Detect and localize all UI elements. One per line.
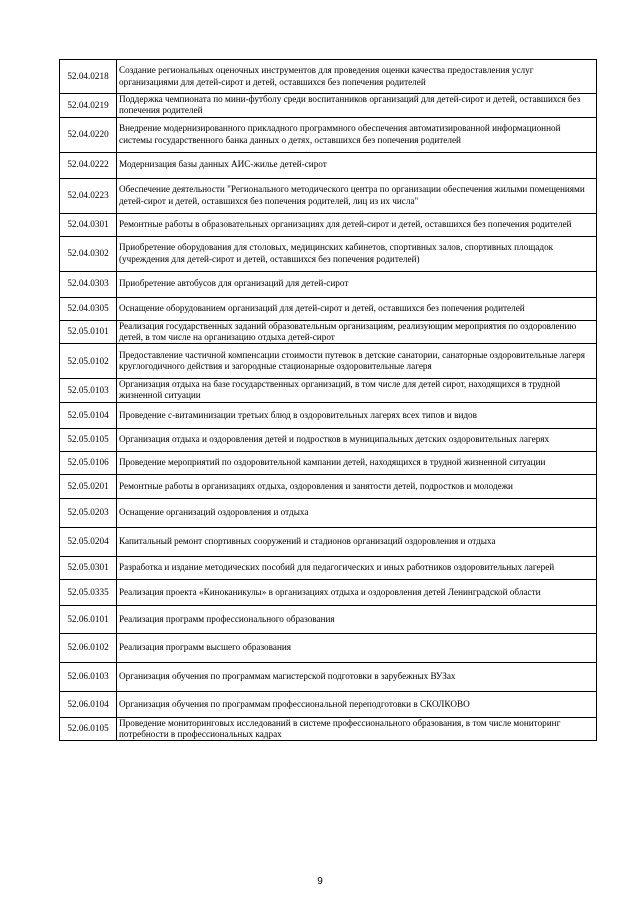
row-description: Приобретение автобусов для организаций для детей-сирот: [117, 271, 597, 297]
row-code: 52.05.0204: [60, 527, 117, 556]
row-code: 52.05.0203: [60, 498, 117, 527]
table-row: [60, 579, 597, 605]
row-description: Реализация программ профессионального образования: [117, 605, 597, 633]
row-code: 52.04.0222: [60, 152, 117, 178]
table-row: [60, 271, 597, 297]
table-row: [60, 152, 597, 178]
table-row: [60, 451, 597, 474]
row-code: 52.05.0106: [60, 451, 117, 474]
row-code: 52.05.0104: [60, 402, 117, 428]
row-description: Проведение мониторинговых исследований в системе профессионального образования, в том числе мониторинг потребности в профессиональных кадрах: [117, 717, 597, 741]
row-description: Ремонтные работы в образовательных организациях для детей-сирот и детей, оставшихся без попечения родителей: [117, 213, 597, 236]
row-description: Оснащение оборудованием организаций для детей-сирот и детей, оставшихся без попечения родителей: [117, 297, 597, 320]
table-row: [60, 691, 597, 717]
row-description: Организация отдыха и оздоровления детей и подростков в муниципальных детских оздоровительных лагерях: [117, 428, 597, 451]
table-row: [60, 605, 597, 633]
row-description: Проведение с-витаминизации третьих блюд в оздоровительных лагерях всех типов и видов: [117, 402, 597, 428]
table-body: [60, 60, 597, 741]
budget-codes-table: [59, 59, 597, 741]
table-row: [60, 556, 597, 579]
table-row: [60, 344, 597, 379]
row-code: 52.05.0335: [60, 579, 117, 605]
row-code: 52.06.0102: [60, 633, 117, 662]
row-description: Капитальный ремонт спортивных сооружений и стадионов организаций оздоровления и отдыха: [117, 527, 597, 556]
row-code: 52.04.0303: [60, 271, 117, 297]
table-row: [60, 527, 597, 556]
row-description: Реализация проекта «Киноканикулы» в организациях отдыха и оздоровления детей Ленинградской области: [117, 579, 597, 605]
table-row: [60, 297, 597, 320]
row-description: Внедрение модернизированного прикладного программного обеспечения автоматизированной информационной системы государственного банка данных о детях, оставшихся без попечения родителей: [117, 117, 597, 152]
row-code: 52.05.0201: [60, 474, 117, 498]
row-description: Поддержка чемпионата по мини-футболу среди воспитанников организаций для детей-сирот и детей, оставшихся без попечения родителей: [117, 94, 597, 118]
row-description: Приобретение оборудования для столовых, медицинских кабинетов, спортивных залов, спортивных площадок (учреждения для детей-сирот и детей, оставшихся без попечения родителей): [117, 236, 597, 271]
row-code: 52.05.0102: [60, 344, 117, 379]
row-description: Создание региональных оценочных инструментов для проведения оценки качества предоставления услуг организациями для детей-сирот и детей, оставшихся без попечения родителей: [117, 60, 597, 94]
row-code: 52.06.0105: [60, 717, 117, 741]
table-row: [60, 178, 597, 213]
row-description: Проведение мероприятий по оздоровительной кампании детей, находящихся в трудной жизненной ситуации: [117, 451, 597, 474]
row-code: 52.05.0301: [60, 556, 117, 579]
row-code: 52.04.0301: [60, 213, 117, 236]
table-row: [60, 236, 597, 271]
page-number: 9: [317, 876, 323, 887]
table-row: [60, 402, 597, 428]
table-row: [60, 633, 597, 662]
row-code: 52.04.0219: [60, 94, 117, 118]
table-row: [60, 428, 597, 451]
row-description: Реализация государственных заданий образовательным организациям, реализующим мероприятия по оздоровлению детей, в том числе на организацию отдыха детей-сирот: [117, 320, 597, 344]
row-description: Организация отдыха на базе государственных организаций, в том числе для детей сирот, находящихся в трудной жизненной ситуации: [117, 379, 597, 403]
table-row: [60, 60, 597, 94]
row-code: 52.04.0220: [60, 117, 117, 152]
row-code: 52.05.0105: [60, 428, 117, 451]
row-description: Организация обучения по программам магистерской подготовки в зарубежных ВУЗах: [117, 662, 597, 691]
row-code: 52.04.0302: [60, 236, 117, 271]
row-description: Предоставление частичной компенсации стоимости путевок в детские санатории, санаторные оздоровительные лагеря круглогодичного действия и загородные стационарные оздоровительные лагеря: [117, 344, 597, 379]
row-code: 52.06.0101: [60, 605, 117, 633]
row-description: Модернизация базы данных АИС-жилье детей-сирот: [117, 152, 597, 178]
table-row: [60, 94, 597, 118]
row-code: 52.04.0223: [60, 178, 117, 213]
table-row: [60, 498, 597, 527]
row-code: 52.05.0101: [60, 320, 117, 344]
row-description: Реализация программ высшего образования: [117, 633, 597, 662]
row-description: Организация обучения по программам профессиональной переподготовки в СКОЛКОВО: [117, 691, 597, 717]
row-code: 52.06.0104: [60, 691, 117, 717]
table-row: [60, 213, 597, 236]
table-row: [60, 379, 597, 403]
row-code: 52.05.0103: [60, 379, 117, 403]
table-row: [60, 474, 597, 498]
row-description: Обеспечение деятельности "Регионального методического центра по организации обеспечения жилыми помещениями детей-сирот и детей, оставшихся без попечения родителей, лиц из их числа": [117, 178, 597, 213]
row-description: Ремонтные работы в организациях отдыха, оздоровления и занятости детей, подростков и молодежи: [117, 474, 597, 498]
row-code: 52.04.0218: [60, 60, 117, 94]
row-code: 52.04.0305: [60, 297, 117, 320]
table-row: [60, 662, 597, 691]
row-description: Разработка и издание методических пособий для педагогических и иных работников оздоровительных лагерей: [117, 556, 597, 579]
table-row: [60, 117, 597, 152]
row-code: 52.06.0103: [60, 662, 117, 691]
table-row: [60, 717, 597, 741]
row-description: Оснащение организаций оздоровления и отдыха: [117, 498, 597, 527]
table-row: [60, 320, 597, 344]
